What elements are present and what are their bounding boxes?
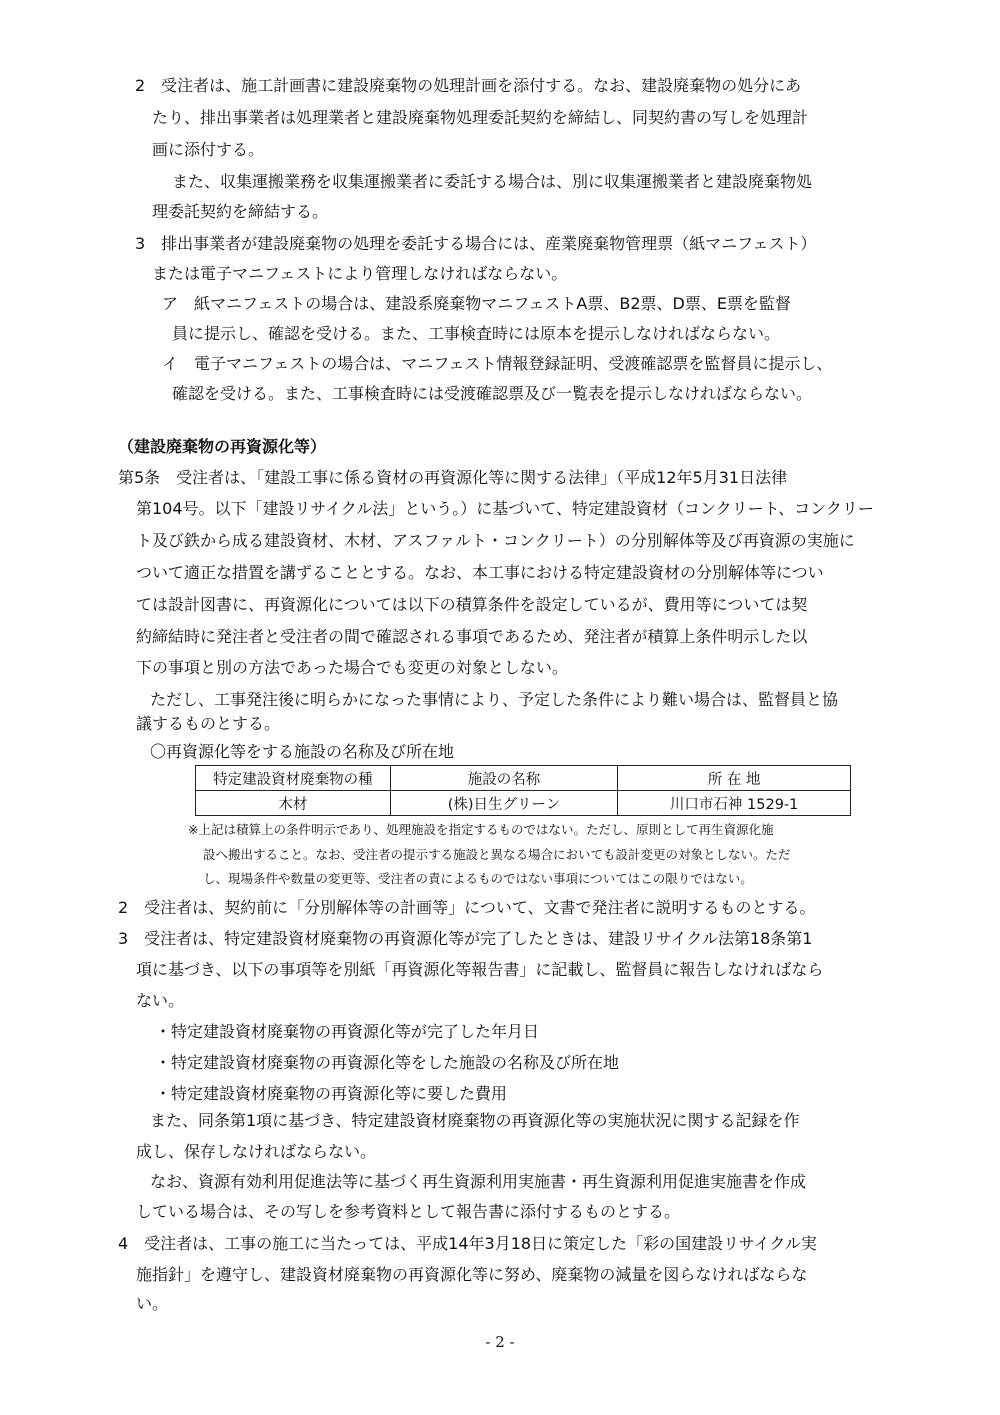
paragraph-line: 第5条 受注者は、「建設工事に係る資材の再資源化等に関する法律」（平成12年5月31日法律 bbox=[118, 468, 788, 487]
paragraph-line: ト及び鉄から成る建設資材、木材、アスファルト・コンクリート）の分別解体等及び再資源の実施に bbox=[136, 531, 855, 550]
list-item: ・特定建設資材廃棄物の再資源化等に要した費用 bbox=[155, 1084, 508, 1103]
paragraph-line: イ 電子マニフェストの場合は、マニフェスト情報登録証明、受渡確認票を監督員に提示し、 bbox=[162, 354, 833, 373]
paragraph-line: 確認を受ける。また、工事検査時には受渡確認票及び一覧表を提示しなければならない。 bbox=[172, 384, 813, 403]
paragraph-line: ては設計図書に、再資源化については以下の積算条件を設定しているが、費用等については契 bbox=[136, 595, 808, 614]
table-header-cell: 施設の名称 bbox=[390, 766, 618, 791]
paragraph-line: なお、資源有効利用促進法等に基づく再生資源利用実施書・再生資源利用促進実施書を作成 bbox=[150, 1172, 807, 1191]
table-cell: 川口市石神 1529-1 bbox=[618, 791, 851, 816]
paragraph-line: ついて適正な措置を講ずることとする。なお、本工事における特定建設資材の分別解体等につい bbox=[136, 563, 824, 582]
paragraph-line: たり、排出事業者は処理業者と建設廃棄物処理委託契約を締結し、同契約書の写しを処理計 bbox=[152, 108, 809, 127]
paragraph-line: している場合は、その写しを参考資料として報告書に添付するものとする。 bbox=[136, 1202, 681, 1221]
paragraph-line: 項に基づき、以下の事項等を別紙「再資源化等報告書」に記載し、監督員に報告しなければなら bbox=[136, 960, 824, 979]
paragraph-line: 第104号。以下「建設リサイクル法」という。）に基づいて、特定建設資材（コンクリート、コンクリー bbox=[136, 499, 874, 518]
paragraph-line: 議するものとする。 bbox=[136, 714, 281, 733]
list-item: ・特定建設資材廃棄物の再資源化等をした施設の名称及び所在地 bbox=[155, 1053, 620, 1072]
paragraph-line: 3 受注者は、特定建設資材廃棄物の再資源化等が完了したときは、建設リサイクル法第18条第1 bbox=[118, 929, 813, 948]
table-row bbox=[196, 791, 851, 816]
paragraph-line: また、収集運搬業務を収集運搬業者に委託する場合は、別に収集運搬業者と建設廃棄物処 bbox=[172, 172, 813, 191]
paragraph-line: い。 bbox=[136, 1294, 169, 1313]
table-note-line: ※上記は積算上の条件明示であり、処理施設を指定するものではない。ただし、原則として再生資源化施 bbox=[188, 822, 774, 837]
paragraph-line: 員に提示し、確認を受ける。また、工事検査時には原本を提示しなければならない。 bbox=[172, 324, 781, 343]
table-header-cell: 特定建設資材廃棄物の種 bbox=[196, 766, 391, 791]
paragraph-line: ア 紙マニフェストの場合は、建設系廃棄物マニフェストA票、B2票、D票、E票を監督 bbox=[162, 294, 791, 313]
table-note-line: し、現場条件や数量の変更等、受注者の責によるものではない事項についてはこの限りではない。 bbox=[203, 871, 753, 886]
paragraph-line: また、同条第1項に基づき、特定建設資材廃棄物の再資源化等の実施状況に関する記録を作 bbox=[150, 1111, 800, 1130]
table-header-row bbox=[196, 766, 851, 791]
paragraph-line: 2 受注者は、施工計画書に建設廃棄物の処理計画を添付する。なお、建設廃棄物の処分にあ bbox=[135, 76, 802, 95]
paragraph-line: 4 受注者は、工事の施工に当たっては、平成14年3月18日に策定した「彩の国建設リサイクル実 bbox=[118, 1234, 817, 1253]
list-item: ・特定建設資材廃棄物の再資源化等が完了した年月日 bbox=[155, 1022, 540, 1041]
paragraph-line: ない。 bbox=[136, 991, 185, 1010]
paragraph-line: 画に添付する。 bbox=[152, 140, 265, 159]
paragraph-line: 約締結時に発注者と受注者の間で確認される事項であるため、発注者が積算上条件明示した以 bbox=[136, 627, 808, 646]
paragraph-line: 3 排出事業者が建設廃棄物の処理を委託する場合には、産業廃棄物管理票（紙マニフェスト） bbox=[135, 234, 817, 253]
paragraph-line: 2 受注者は、契約前に「分別解体等の計画等」について、文書で発注者に説明するものとする。 bbox=[118, 898, 816, 917]
table-cell: 木材 bbox=[196, 791, 391, 816]
page-number: - 2 - bbox=[485, 1333, 515, 1351]
paragraph-line: 成し、保存しなければならない。 bbox=[136, 1142, 377, 1161]
paragraph-line: 理委託契約を締結する。 bbox=[152, 202, 329, 221]
paragraph-line: ただし、工事発注後に明らかになった事情により、予定した条件により難い場合は、監督員と協 bbox=[150, 690, 839, 709]
table-note-line: 設へ搬出すること。なお、受注者の提示する施設と異なる場合においても設計変更の対象としない。ただ bbox=[203, 847, 791, 862]
paragraph-line: または電子マニフェストにより管理しなければならない。 bbox=[152, 264, 568, 283]
table-caption: 〇再資源化等をする施設の名称及び所在地 bbox=[150, 742, 455, 761]
paragraph-line: 施指針」を遵守し、建設資材廃棄物の再資源化等に努め、廃棄物の減量を図らなければならな bbox=[136, 1265, 808, 1284]
table-header-cell: 所 在 地 bbox=[618, 766, 851, 791]
paragraph-line: 下の事項と別の方法であった場合でも変更の対象としない。 bbox=[136, 658, 568, 677]
section-heading: （建設廃棄物の再資源化等） bbox=[118, 437, 327, 456]
facility-table bbox=[195, 765, 851, 816]
table-cell: (株)日生グリーン bbox=[390, 791, 618, 816]
